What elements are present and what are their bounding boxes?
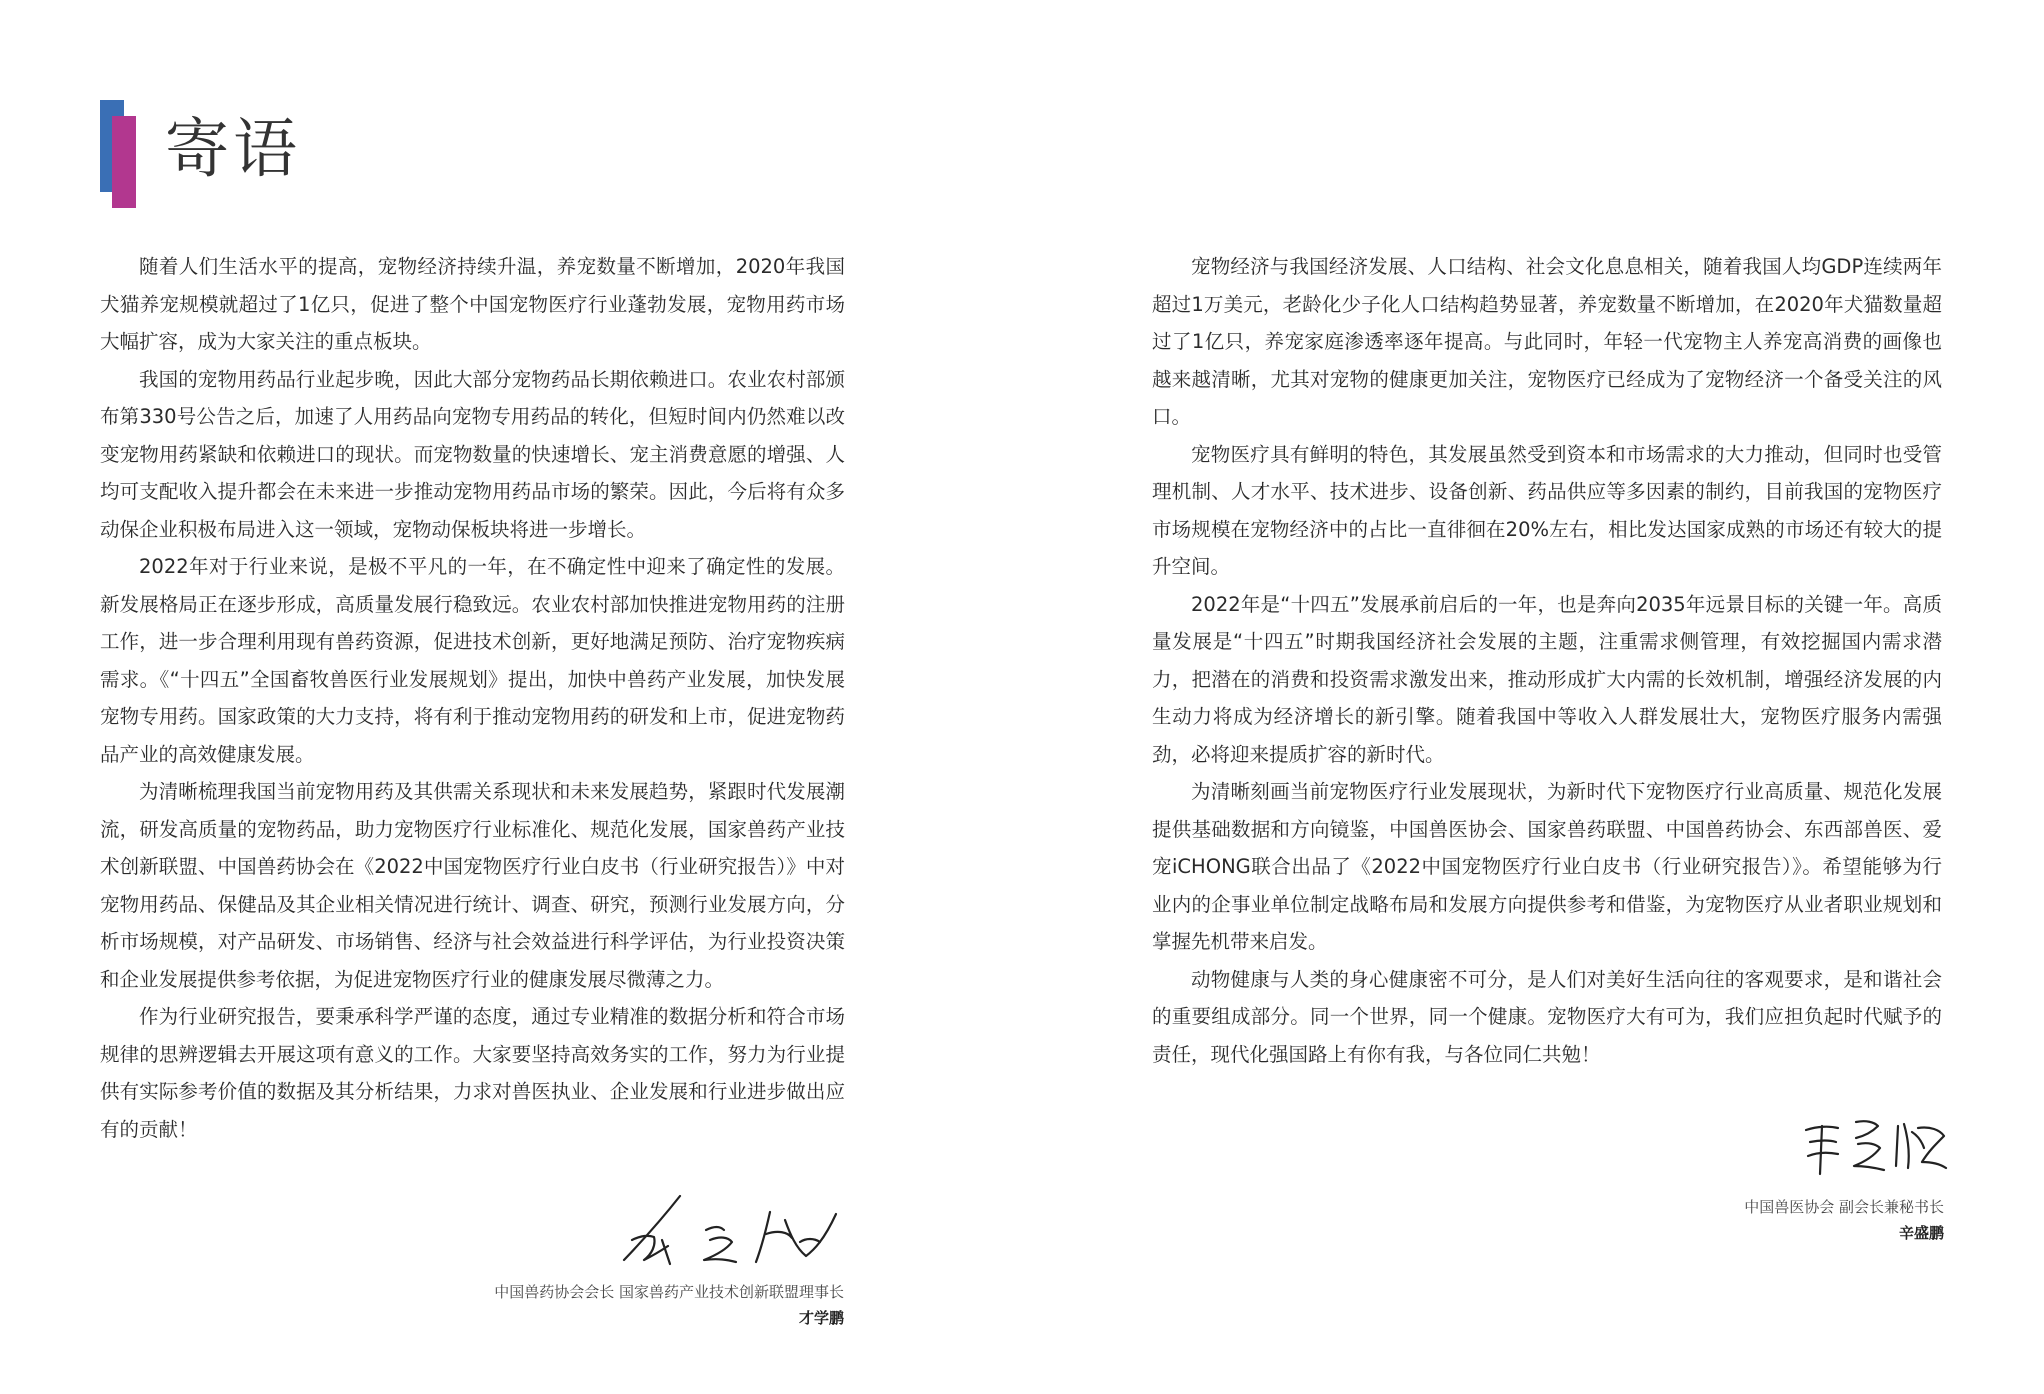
page-title: 寄语 <box>165 113 301 187</box>
left-paragraph-4: 为清晰梳理我国当前宠物用药及其供需关系现状和未来发展趋势，紧跟时代发展潮流，研发高质量的宠物药品，助力宠物医疗行业标准化、规范化发展，国家兽药产业技术创新联盟、中国兽药协会在《2022中国宠物医疗行业白皮书（行业研究报告）》中对宠物用药品、保健品及其企业相关情况进行统计、调查、研究，预测行业发展方向，分析市场规模，对产品研发、市场销售、经济与社会效益进行科学评估，为行业投资决策和企业发展提供参考依据，为促进宠物医疗行业的健康发展尽微薄之力。 <box>100 780 845 991</box>
right-paragraph-4: 为清晰刻画当前宠物医疗行业发展现状，为新时代下宠物医疗行业高质量、规范化发展提供基础数据和方向镜鉴，中国兽医协会、国家兽药联盟、中国兽药协会、东西部兽医、爱宠iCHONG联合出品了《2022中国宠物医疗行业白皮书（行业研究报告）》。希望能够为行业内的企事业单位制定战略布局和发展方向提供参考和借鉴，为宠物医疗从业者职业规划和掌握先机带来启发。 <box>1152 780 1942 953</box>
left-column <box>100 248 845 1148</box>
right-column <box>1152 248 1942 1073</box>
left-paragraph-2: 我国的宠物用药品行业起步晚，因此大部分宠物药品长期依赖进口。农业农村部颁布第330号公告之后，加速了人用药品向宠物专用药品的转化，但短时间内仍然难以改变宠物用药紧缺和依赖进口的现状。而宠物数量的快速增长、宠主消费意愿的增强、人均可支配收入提升都会在未来进一步推动宠物用药品市场的繁荣。因此，今后将有众多动保企业积极布局进入这一领域，宠物动保板块将进一步增长。 <box>100 367 845 541</box>
right-paragraph-2: 宠物医疗具有鲜明的特色，其发展虽然受到资本和市场需求的大力推动，但同时也受管理机制、人才水平、技术进步、设备创新、药品供应等多因素的制约，目前我国的宠物医疗市场规模在宠物经济中的占比一直徘徊在20%左右，相比发达国家成熟的市场还有较大的提升空间。 <box>1152 442 1942 578</box>
left-paragraph-3: 2022年对于行业来说，是极不平凡的一年，在不确定性中迎来了确定性的发展。新发展格局正在逐步形成，高质量发展行稳致远。农业农村部加快推进宠物用药的注册工作，进一步合理利用现有兽药资源，促进技术创新，更好地满足预防、治疗宠物疾病需求。《“十四五”全国畜牧兽医行业发展规划》提出，加快中兽药产业发展，加快发展宠物专用药。国家政策的大力支持，将有利于推动宠物用药的研发和上市，促进宠物药品产业的高效健康发展。 <box>100 555 845 766</box>
right-signature-role: 中国兽医协会 副会长兼秘书长 <box>1744 1198 1944 1216</box>
left-signature-name: 才学鹏 <box>798 1309 844 1327</box>
right-handwritten-signature <box>1800 1112 1950 1180</box>
left-paragraph-5: 作为行业研究报告，要秉承科学严谨的态度，通过专业精准的数据分析和符合市场规律的思辨逻辑去开展这项有意义的工作。大家要坚持高效务实的工作，努力为行业提供有实际参考价值的数据及其分析结果，力求对兽医执业、企业发展和行业进步做出应有的贡献！ <box>100 1005 845 1141</box>
left-signature-role: 中国兽药协会会长 国家兽药产业技术创新联盟理事长 <box>494 1283 844 1301</box>
left-handwritten-signature <box>610 1190 850 1270</box>
left-paragraph-1: 随着人们生活水平的提高，宠物经济持续升温，养宠数量不断增加，2020年我国犬猫养宠规模就超过了1亿只，促进了整个中国宠物医疗行业蓬勃发展，宠物用药市场大幅扩容，成为大家关注的重点板块。 <box>100 255 845 353</box>
right-paragraph-3: 2022年是“十四五”发展承前启后的一年，也是奔向2035年远景目标的关键一年。高质量发展是“十四五”时期我国经济社会发展的主题，注重需求侧管理，有效挖掘国内需求潜力，把潜在的消费和投资需求激发出来，推动形成扩大内需的长效机制，增强经济发展的内生动力将成为经济增长的新引擎。随着我国中等收入人群发展壮大，宠物医疗服务内需强劲，必将迎来提质扩容的新时代。 <box>1152 592 1942 766</box>
right-paragraph-1: 宠物经济与我国经济发展、人口结构、社会文化息息相关，随着我国人均GDP连续两年超过1万美元，老龄化少子化人口结构趋势显著，养宠数量不断增加，在2020年犬猫数量超过了1亿只，养宠家庭渗透率逐年提高。与此同时，年轻一代宠物主人养宠高消费的画像也越来越清晰，尤其对宠物的健康更加关注，宠物医疗已经成为了宠物经济一个备受关注的风口。 <box>1152 255 1942 428</box>
right-signature-name: 辛盛鹏 <box>1898 1224 1944 1242</box>
title-accent-bar-magenta <box>112 116 136 208</box>
right-paragraph-5: 动物健康与人类的身心健康密不可分，是人们对美好生活向往的客观要求，是和谐社会的重要组成部分。同一个世界，同一个健康。宠物医疗大有可为，我们应担负起时代赋予的责任，现代化强国路上有你有我，与各位同仁共勉！ <box>1152 967 1942 1066</box>
